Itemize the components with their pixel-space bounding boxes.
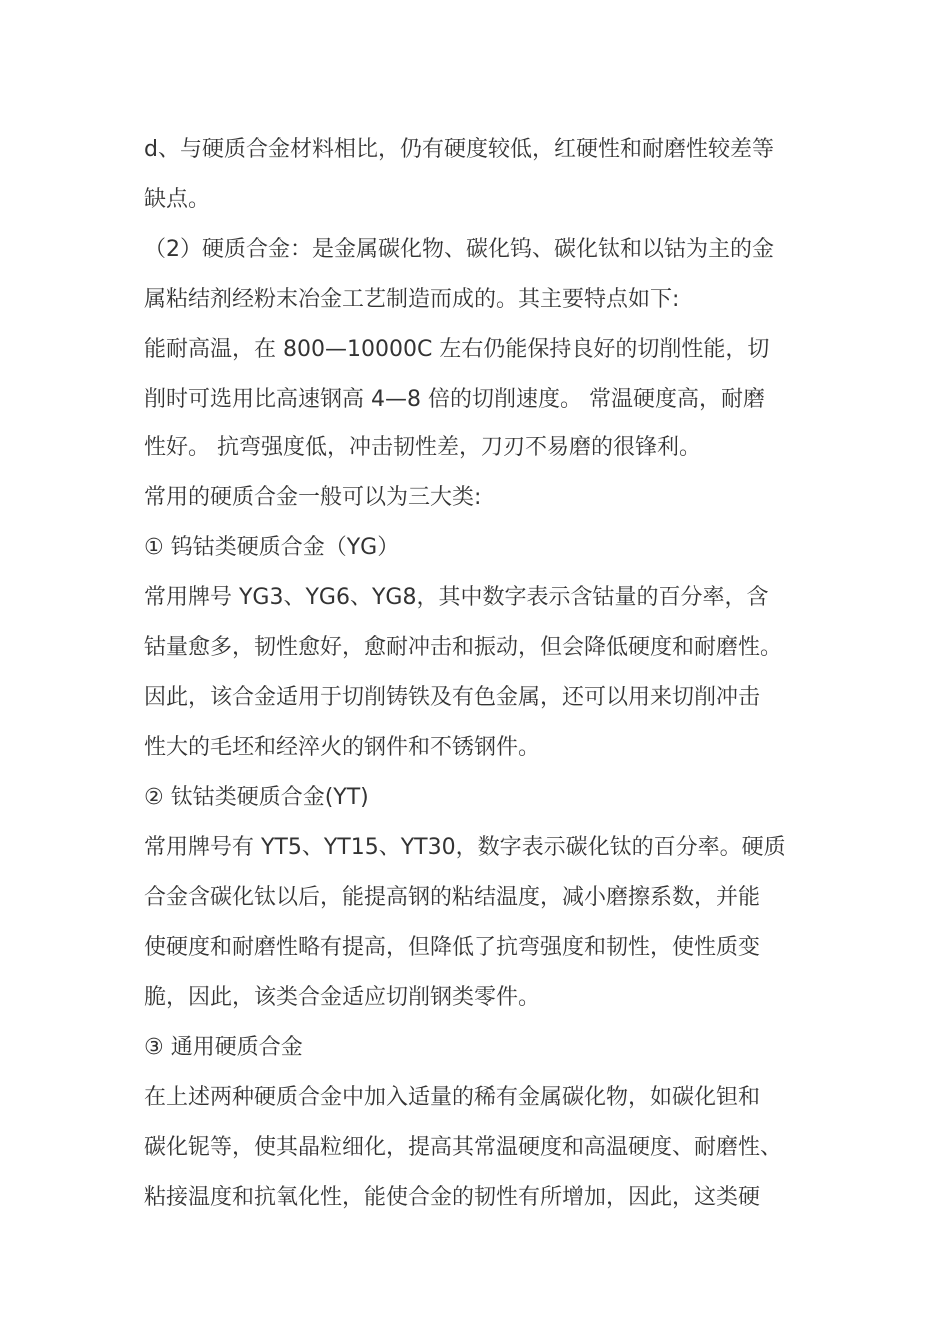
text-line: 在上述两种硬质合金中加入适量的稀有金属碳化物，如碳化钽和: [144, 1085, 761, 1110]
text-line: 常用的硬质合金一般可以为三大类:: [144, 485, 482, 510]
text-line: d、与硬质合金材料相比，仍有硬度较低，红硬性和耐磨性较差等: [144, 137, 774, 162]
text-line: 性大的毛坯和经淬火的钢件和不锈钢件。: [144, 735, 541, 760]
text-line: 脆，因此，该类合金适应切削钢类零件。: [144, 985, 541, 1010]
text-line: 缺点。: [144, 187, 211, 212]
section-heading: ① 钨钴类硬质合金（YG）: [144, 535, 400, 560]
text-line: 使硬度和耐磨性略有提高，但降低了抗弯强度和韧性，使性质变: [144, 935, 761, 960]
text-line: 常用牌号有 YT5、YT15、YT30，数字表示碳化钛的百分率。硬质: [144, 835, 786, 860]
text-line: 粘接温度和抗氧化性，能使合金的韧性有所增加，因此，这类硬: [144, 1185, 761, 1210]
text-line: 合金含碳化钛以后，能提高钢的粘结温度，减小磨擦系数，并能: [144, 885, 761, 910]
text-line: （2）硬质合金：是金属碳化物、碳化钨、碳化钛和以钴为主的金: [144, 237, 774, 262]
text-line: 钴量愈多，韧性愈好，愈耐冲击和振动，但会降低硬度和耐磨性。: [144, 635, 783, 660]
section-heading: ② 钛钴类硬质合金(YT): [144, 785, 369, 810]
text-line: 碳化铌等，使其晶粒细化，提高其常温硬度和高温硬度、耐磨性、: [144, 1135, 783, 1160]
text-line: 性好。 抗弯强度低，冲击韧性差，刀刃不易磨的很锋利。: [144, 435, 701, 460]
text-line: 能耐高温，在 800—10000C 左右仍能保持良好的切削性能，切: [144, 337, 770, 362]
text-line: 因此，该合金适用于切削铸铁及有色金属，还可以用来切削冲击: [144, 685, 761, 710]
text-line: 削时可选用比高速钢高 4—8 倍的切削速度。 常温硬度高，耐磨: [144, 387, 765, 412]
text-line: 属粘结剂经粉末冶金工艺制造而成的。其主要特点如下:: [144, 287, 680, 312]
text-line: 常用牌号 YG3、YG6、YG8，其中数字表示含钴量的百分率，含: [144, 585, 769, 610]
section-heading: ③ 通用硬质合金: [144, 1035, 303, 1060]
